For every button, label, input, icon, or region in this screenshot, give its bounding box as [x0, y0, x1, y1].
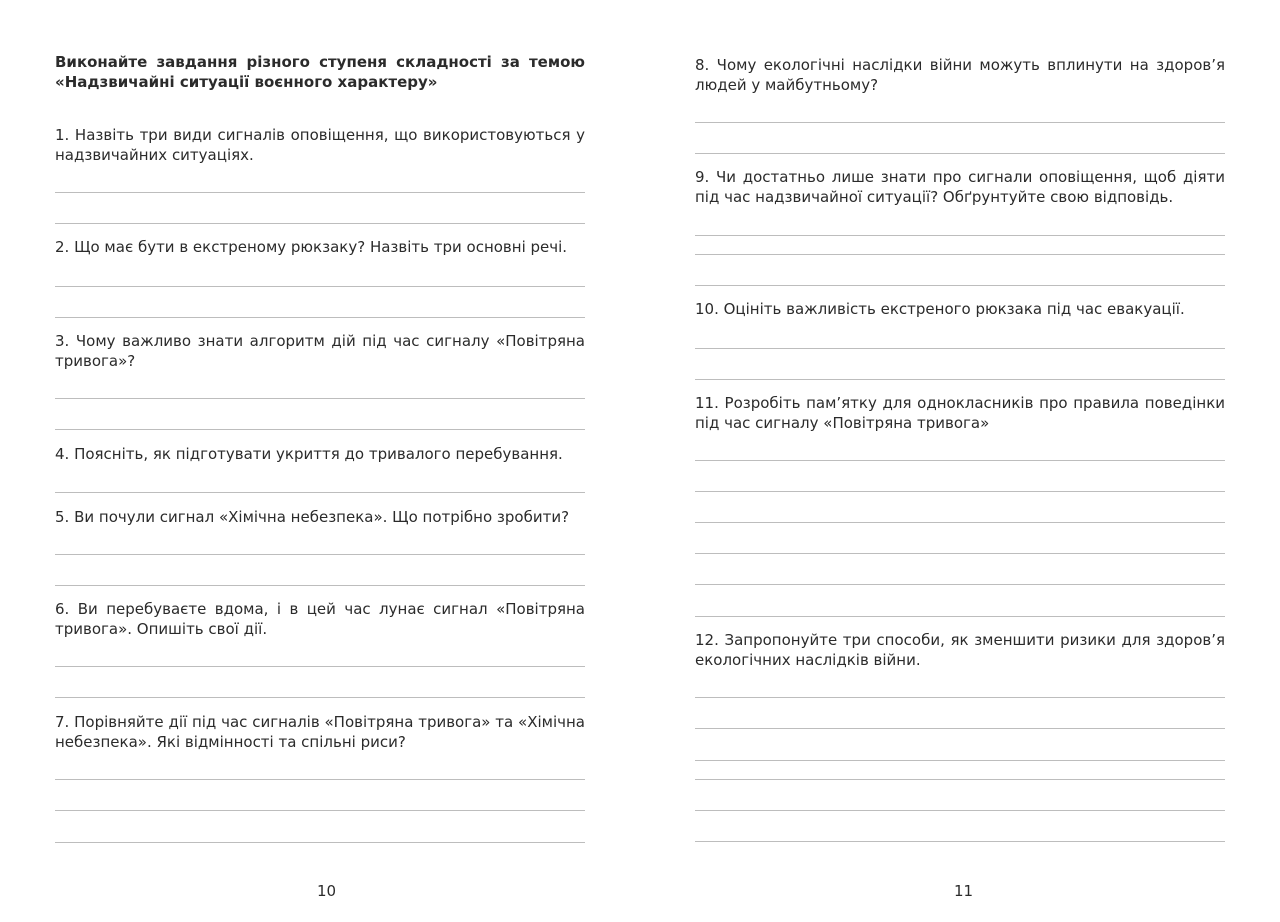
- answer-line[interactable]: [55, 697, 585, 698]
- question-11: 11. Розробіть пам’ятку для однокласників про правила поведінки під час сигналу «Повітряна тривога»: [695, 394, 1225, 432]
- answer-line[interactable]: [55, 492, 585, 493]
- answer-line[interactable]: [695, 460, 1225, 461]
- answer-line[interactable]: [55, 223, 585, 224]
- question-10: 10. Оцініть важливість екстреного рюкзака під час евакуації.: [695, 300, 1185, 318]
- answer-line[interactable]: [55, 779, 585, 780]
- question-12: 12. Запропонуйте три способи, як зменшити ризики для здоров’я екологічних наслідків війни.: [695, 631, 1225, 669]
- answer-line[interactable]: [695, 153, 1225, 154]
- answer-line[interactable]: [695, 616, 1225, 617]
- question-5: 5. Ви почули сигнал «Хімічна небезпека». Що потрібно зробити?: [55, 508, 570, 526]
- answer-line[interactable]: [695, 728, 1225, 729]
- answer-line[interactable]: [695, 348, 1225, 349]
- answer-line[interactable]: [695, 779, 1225, 780]
- answer-line[interactable]: [695, 810, 1225, 811]
- answer-line[interactable]: [695, 235, 1225, 236]
- question-8: 8. Чому екологічні наслідки війни можуть вплинути на здоров’я людей у майбутньому?: [695, 56, 1225, 94]
- answer-line[interactable]: [55, 317, 585, 318]
- question-2: 2. Що має бути в екстреному рюкзаку? Назвіть три основні речі.: [55, 238, 568, 256]
- answer-line[interactable]: [55, 666, 585, 667]
- answer-line[interactable]: [695, 254, 1225, 255]
- answer-line[interactable]: [695, 697, 1225, 698]
- answer-line[interactable]: [55, 842, 585, 843]
- answer-line[interactable]: [55, 585, 585, 586]
- page-number: 10: [317, 882, 337, 900]
- answer-line[interactable]: [55, 429, 585, 430]
- question-3: 3. Чому важливо знати алгоритм дій під час сигналу «Повітряна тривога»?: [55, 332, 585, 370]
- worksheet-heading: Виконайте завдання різного ступеня складності за темою «Надзвичайні ситуації воєнного характеру»: [55, 53, 585, 91]
- answer-line[interactable]: [695, 760, 1225, 761]
- answer-line[interactable]: [695, 122, 1225, 123]
- answer-line[interactable]: [695, 491, 1225, 492]
- answer-line[interactable]: [55, 554, 585, 555]
- question-4: 4. Поясніть, як підготувати укриття до тривалого перебування.: [55, 445, 563, 463]
- question-1: 1. Назвіть три види сигналів оповіщення, що використовуються у надзвичайних ситуаціях.: [55, 126, 585, 164]
- answer-line[interactable]: [55, 810, 585, 811]
- answer-line[interactable]: [55, 192, 585, 193]
- answer-line[interactable]: [695, 285, 1225, 286]
- answer-line[interactable]: [695, 841, 1225, 842]
- question-6: 6. Ви перебуваєте вдома, і в цей час лунає сигнал «Повітряна тривога». Опишіть свої дії.: [55, 600, 585, 638]
- answer-line[interactable]: [55, 398, 585, 399]
- answer-line[interactable]: [695, 584, 1225, 585]
- answer-line[interactable]: [695, 379, 1225, 380]
- answer-line[interactable]: [695, 522, 1225, 523]
- answer-line[interactable]: [55, 286, 585, 287]
- question-9: 9. Чи достатньо лише знати про сигнали оповіщення, щоб діяти під час надзвичайної ситуації? Обґрунтуйте свою відповідь.: [695, 168, 1225, 206]
- page-number: 11: [954, 882, 974, 900]
- answer-line[interactable]: [695, 553, 1225, 554]
- question-7: 7. Порівняйте дії під час сигналів «Повітряна тривога» та «Хімічна небезпека». Які відмінності та спільні риси?: [55, 713, 585, 751]
